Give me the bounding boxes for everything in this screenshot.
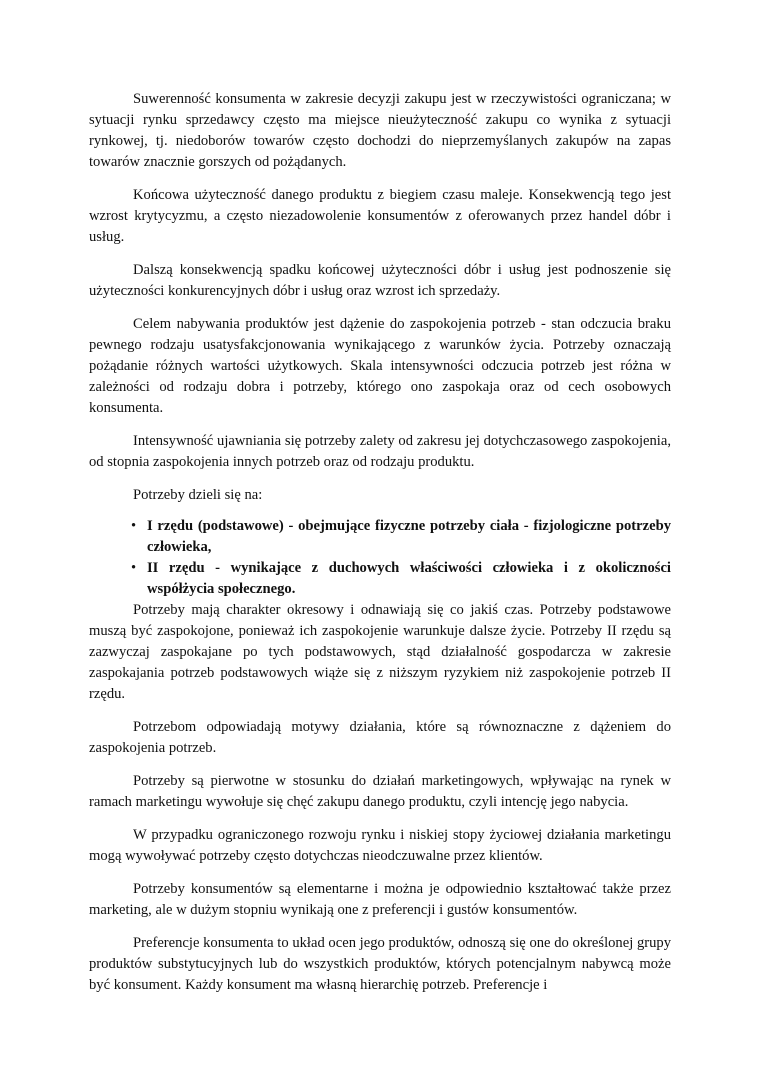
- paragraph: Preferencje konsumenta to układ ocen jego produktów, odnoszą się one do określonej grupy produktów substytucyjnych lub do wszystkich produktów, których potencjalnym nabywcą może być konsument. Każdy konsument ma własną hierarchię potrzeb. Preferencje i: [89, 935, 671, 993]
- paragraph: Intensywność ujawniania się potrzeby zalety od zakresu jej dotychczasowego zaspokojenia, od stopnia zaspokojenia innych potrzeb oraz od rodzaju produktu.: [89, 433, 671, 470]
- bullet-icon: •: [131, 518, 137, 534]
- paragraph: Celem nabywania produktów jest dążenie do zaspokojenia potrzeb - stan odczucia braku pewnego rodzaju usatysfakcjonowania wynikającego z warunków życia. Potrzeby oznaczają pożądanie różnych wartości użytkowych. Skala intensywności odczucia potrzeb jest różna w zależności od rodzaju dobra i potrzeby, którego ono zaspokaja oraz od cech osobowych konsumenta.: [89, 316, 671, 416]
- bullet-icon: •: [131, 560, 137, 576]
- list-item-text: I rzędu (podstawowe) - obejmujące fizyczne potrzeby ciała - fizjologiczne potrzeby człowieka,: [147, 518, 671, 555]
- needs-list: [89, 516, 671, 600]
- paragraph: Potrzebom odpowiadają motywy działania, które są równoznaczne z dążeniem do zaspokojenia potrzeb.: [89, 719, 671, 756]
- paragraph: Potrzeby są pierwotne w stosunku do działań marketingowych, wpływając na rynek w ramach marketingu wywołuje się chęć zakupu danego produktu, czyli intencję jego nabycia.: [89, 773, 671, 810]
- document-body: [89, 89, 671, 1008]
- list-intro: Potrzeby dzieli się na:: [133, 487, 263, 503]
- list-item: [89, 558, 671, 600]
- paragraph: Dalszą konsekwencją spadku końcowej użyteczności dóbr i usług jest podnoszenie się użyteczności konkurencyjnych dóbr i usług oraz wzrost ich sprzedaży.: [89, 262, 671, 299]
- paragraph: Suwerenność konsumenta w zakresie decyzji zakupu jest w rzeczywistości ograniczana; w sytuacji rynku sprzedawcy często ma miejsce nieużyteczność zakupu co wynika z sytuacji rynkowej, tj. niedoborów towarów często dochodzi do nieprzemyślanych zakupów na zapas towarów znacznie gorszych od pożądanych.: [89, 91, 671, 170]
- paragraph: Potrzeby mają charakter okresowy i odnawiają się co jakiś czas. Potrzeby podstawowe muszą być zaspokojone, ponieważ ich zaspokojenie warunkuje dalsze życie. Potrzeby II rzędu są zazwyczaj zaspokajane po tych podstawowych, stąd działalność gospodarcza w zakresie zaspokajania potrzeb podstawowych wiąże się z niższym ryzykiem niż zaspokojenie potrzeb II rzędu.: [89, 602, 671, 702]
- paragraph: Końcowa użyteczność danego produktu z biegiem czasu maleje. Konsekwencją tego jest wzrost krytycyzmu, a często niezadowolenie konsumentów z oferowanych przez handel dóbr i usług.: [89, 187, 671, 245]
- list-item-text: II rzędu - wynikające z duchowych właściwości człowieka i z okoliczności współżycia społecznego.: [147, 560, 671, 597]
- paragraph: W przypadku ograniczonego rozwoju rynku i niskiej stopy życiowej działania marketingu mogą wywoływać potrzeby często dotychczas nieodczuwalne przez klientów.: [89, 827, 671, 864]
- list-item: [89, 516, 671, 558]
- paragraph: Potrzeby konsumentów są elementarne i można je odpowiednio kształtować także przez marketing, ale w dużym stopniu wynikają one z preferencji i gustów konsumentów.: [89, 881, 671, 918]
